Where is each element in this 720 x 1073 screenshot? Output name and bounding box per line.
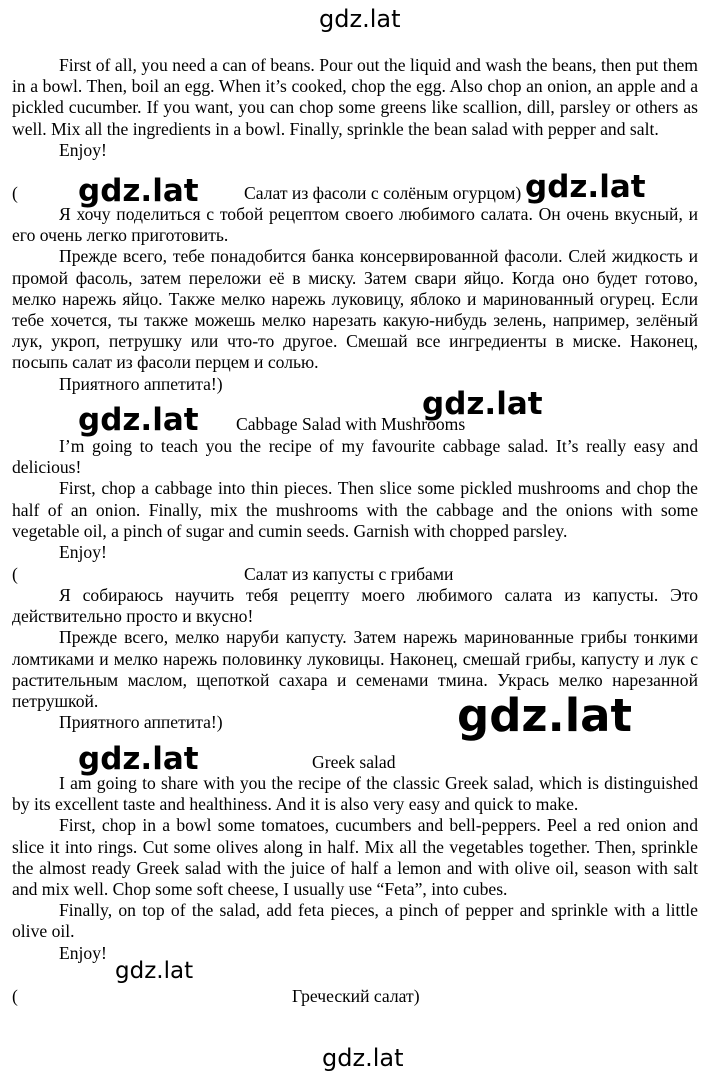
recipe2-ru-paragraph: Прежде всего, мелко наруби капусту. Затем нарежь маринованные грибы тонкими ломтиками и мелко нарежь половинку луковицы. Наконец, смешай грибы, капусту и лук с растительным маслом, щепоткой сахара и семенами тмина. Укрась мелко нарезанной петрушкой. <box>12 627 698 712</box>
recipe2-ru-paren: ( <box>12 564 18 584</box>
recipe2-en-paragraph: First, chop a cabbage into thin pieces. Then slice some pickled mushrooms and chop the half of an onion. Finally, mix the mushrooms with the cabbage and the onions with some vegetable oil, a pinch of sugar and cumin seeds. Garnish with chopped parsley. <box>12 478 698 541</box>
watermark-1a: gdz.lat <box>78 173 199 209</box>
recipe2-ru-paragraph: Я собираюсь научить тебя рецепту моего любимого салата из капусты. Это действительно просто и вкусно! <box>12 585 698 627</box>
recipe3-en-paragraph: I am going to share with you the recipe of the classic Greek salad, which is distinguished by its excellent taste and healthiness. And it is also very easy and quick to make. <box>12 773 698 815</box>
recipe1-russian <box>12 204 698 395</box>
recipe2-english <box>12 436 698 563</box>
recipe3-english <box>12 773 698 964</box>
recipe1-en-paragraph: First of all, you need a can of beans. Pour out the liquid and wash the beans, then put them in a bowl. Then, boil an egg. When it’s cooked, chop the egg. Also chop an onion, an apple and a pickled cucumber. If you want, you can chop some greens like scallion, dill, parsley or others as well. Mix all the ingredients in a bowl. Finally, sprinkle the bean salad with pepper and salt. <box>12 55 698 139</box>
recipe2-ru-title: Салат из капусты с грибами <box>244 564 454 584</box>
recipe3-ru-title: Греческий салат) <box>292 986 420 1006</box>
recipe2-ru-enjoy: Приятного аппетита!) <box>59 712 223 733</box>
watermark-top: gdz.lat <box>319 5 401 33</box>
recipe2-en-enjoy: Enjoy! <box>59 542 107 563</box>
watermark-2b: gdz.lat <box>422 386 543 422</box>
recipe1-ru-paragraph: Я хочу поделиться с тобой рецептом своего любимого салата. Он очень вкусный, и его очень легко приготовить. <box>12 204 698 246</box>
watermark-big: gdz.lat <box>457 689 633 742</box>
watermark-bottom: gdz.lat <box>322 1044 404 1072</box>
watermark-2a: gdz.lat <box>78 402 199 438</box>
recipe2-en-paragraph: I’m going to teach you the recipe of my favourite cabbage salad. It’s really easy and delicious! <box>12 436 698 478</box>
recipe1-ru-title: Салат из фасоли с солёным огурцом) <box>244 183 522 203</box>
watermark-enjoy: gdz.lat <box>115 958 194 984</box>
recipe3-en-paragraph: Finally, on top of the salad, add feta pieces, a pinch of pepper and sprinkle with a little olive oil. <box>12 900 698 942</box>
recipe1-english <box>12 55 698 161</box>
watermark-3a: gdz.lat <box>78 741 199 777</box>
recipe1-ru-enjoy: Приятного аппетита!) <box>59 373 223 394</box>
recipe1-en-enjoy: Enjoy! <box>59 139 107 160</box>
watermark-1b: gdz.lat <box>525 169 646 205</box>
recipe3-en-enjoy: Enjoy! <box>59 942 107 963</box>
recipe3-ru-paren: ( <box>12 986 18 1006</box>
recipe3-en-title: Greek salad <box>312 752 396 772</box>
recipe1-ru-paren: ( <box>12 183 18 203</box>
recipe2-en-title: Cabbage Salad with Mushrooms <box>236 414 466 434</box>
recipe3-en-paragraph: First, chop in a bowl some tomatoes, cucumbers and bell-peppers. Peel a red onion and slice it into rings. Cut some olives along in half. Mix all the vegetables together. Then, sprinkle the almost ready Greek salad with the juice of half a lemon and with olive oil, season with salt and mix well. Chop some soft cheese, I usually use “Feta”, into cubes. <box>12 815 698 900</box>
recipe1-ru-paragraph: Прежде всего, тебе понадобится банка консервированной фасоли. Слей жидкость и промой фасоль, затем переложи её в миску. Затем свари яйцо. Когда оно будет готово, мелко нарежь яйцо. Также мелко нарежь луковицу, яблоко и маринованный огурец. Если тебе хочется, ты также можешь мелко нарезать какую-нибудь зелень, например, зелёный лук, укроп, петрушку или что-то другое. Смешай все ингредиенты в миске. Наконец, посыпь салат из фасоли перцем и солью. <box>12 246 698 373</box>
